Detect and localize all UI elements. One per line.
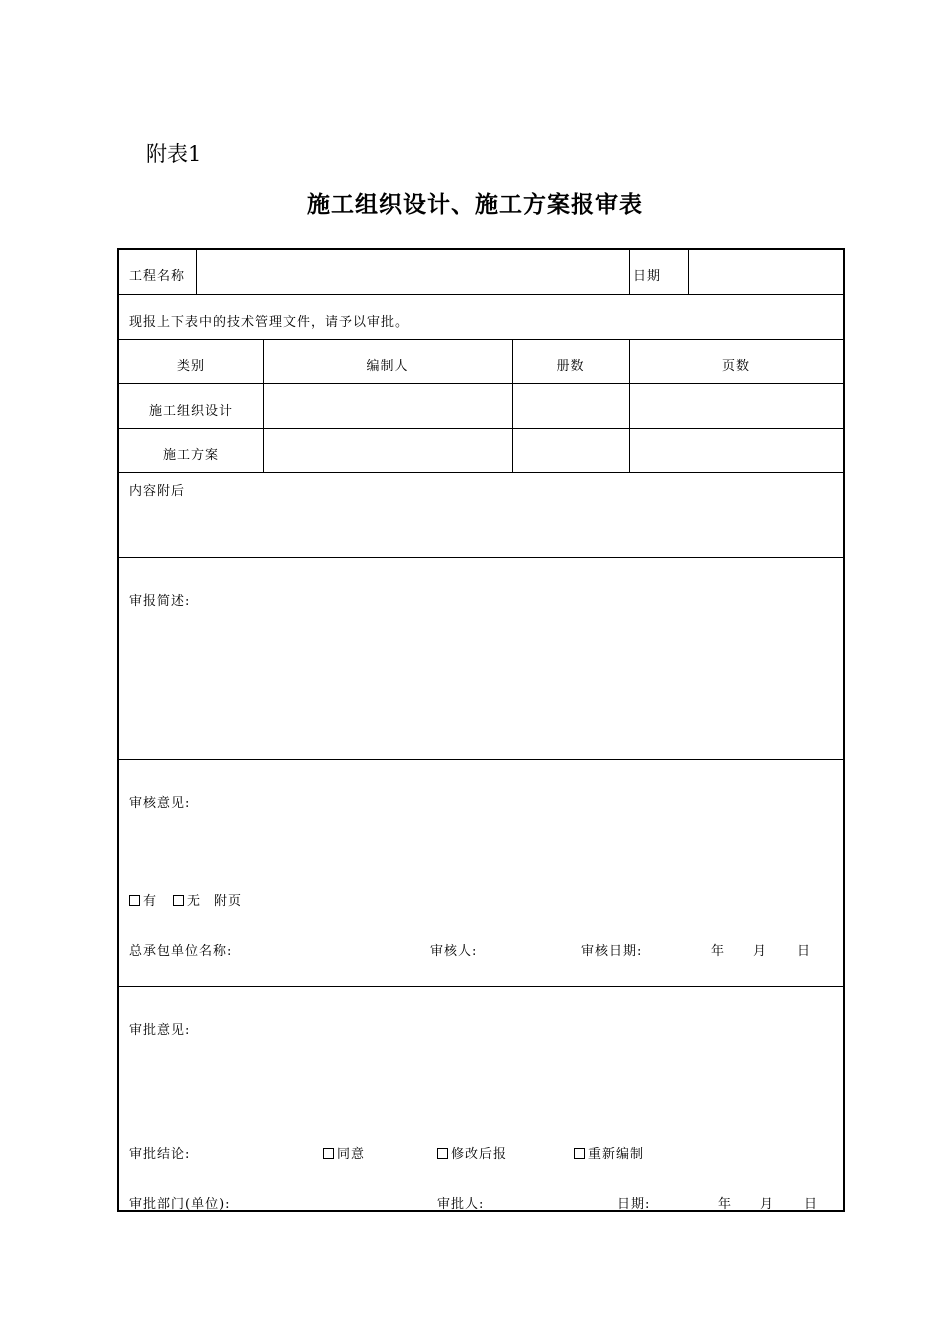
review-opinion-label: 审核意见: — [129, 796, 191, 811]
review-day-label: 日 — [797, 944, 812, 959]
checkbox-icon[interactable] — [437, 1148, 448, 1159]
checkbox-icon[interactable] — [574, 1148, 585, 1159]
row-volumes-field[interactable] — [518, 444, 623, 462]
project-name-label: 工程名称 — [129, 269, 186, 284]
col-header-volumes: 册数 — [556, 359, 585, 374]
col-header-pages: 页数 — [721, 359, 750, 374]
reviewer-label: 审核人: — [430, 944, 478, 959]
row-divider — [119, 294, 843, 295]
review-year-label: 年 — [711, 944, 726, 959]
checkbox-icon[interactable] — [323, 1148, 334, 1159]
col-divider — [688, 250, 689, 294]
row-pages-field[interactable] — [635, 400, 837, 418]
date-field[interactable] — [697, 265, 837, 283]
review-month-label: 月 — [753, 944, 768, 959]
approval-form-table — [117, 248, 845, 1212]
approval-year-label: 年 — [718, 1197, 733, 1212]
col-header-author: 编制人 — [366, 359, 409, 374]
approval-conclusion-label: 审批结论: — [129, 1147, 191, 1162]
col-divider — [629, 250, 630, 294]
row-author-field[interactable] — [269, 444, 506, 462]
row-author-field[interactable] — [269, 400, 506, 418]
summary-label: 审报简述: — [129, 594, 191, 609]
row-category-construction-design: 施工组织设计 — [148, 404, 233, 419]
approval-date-label: 日期: — [617, 1197, 651, 1212]
approval-month-label: 月 — [760, 1197, 775, 1212]
checkbox-icon[interactable] — [129, 895, 140, 906]
row-pages-field[interactable] — [635, 444, 837, 462]
row-divider — [119, 759, 843, 760]
attachment-note: 内容附后 — [129, 484, 186, 499]
attach-no-option[interactable]: 无 — [173, 890, 201, 909]
option-agree[interactable]: 同意 — [323, 1143, 365, 1162]
option-recompile[interactable]: 重新编制 — [574, 1143, 644, 1162]
col-divider — [196, 250, 197, 294]
project-name-field[interactable] — [205, 265, 620, 283]
option-revise[interactable]: 修改后报 — [437, 1143, 507, 1162]
row-divider — [119, 557, 843, 558]
date-label: 日期 — [633, 269, 662, 284]
attach-yes-option[interactable]: 有 — [129, 890, 157, 909]
attach-pages-label: 附页 — [214, 894, 243, 909]
row-volumes-field[interactable] — [518, 400, 623, 418]
row-divider — [119, 986, 843, 987]
review-date-label: 审核日期: — [581, 944, 643, 959]
approver-label: 审批人: — [437, 1197, 485, 1212]
approval-dept-label: 审批部门(单位): — [129, 1197, 231, 1212]
row-category-construction-plan: 施工方案 — [162, 448, 219, 463]
annex-label: 附表1 — [146, 142, 202, 166]
row-divider — [119, 428, 843, 429]
row-divider — [119, 339, 843, 340]
submit-note: 现报上下表中的技术管理文件，请予以审批。 — [129, 315, 410, 330]
col-header-category: 类别 — [176, 359, 205, 374]
approval-opinion-label: 审批意见: — [129, 1023, 191, 1038]
form-title: 施工组织设计、施工方案报审表 — [307, 192, 643, 218]
contractor-label: 总承包单位名称: — [129, 944, 233, 959]
approval-day-label: 日 — [804, 1197, 819, 1212]
checkbox-icon[interactable] — [173, 895, 184, 906]
row-divider — [119, 383, 843, 384]
row-divider — [119, 472, 843, 473]
